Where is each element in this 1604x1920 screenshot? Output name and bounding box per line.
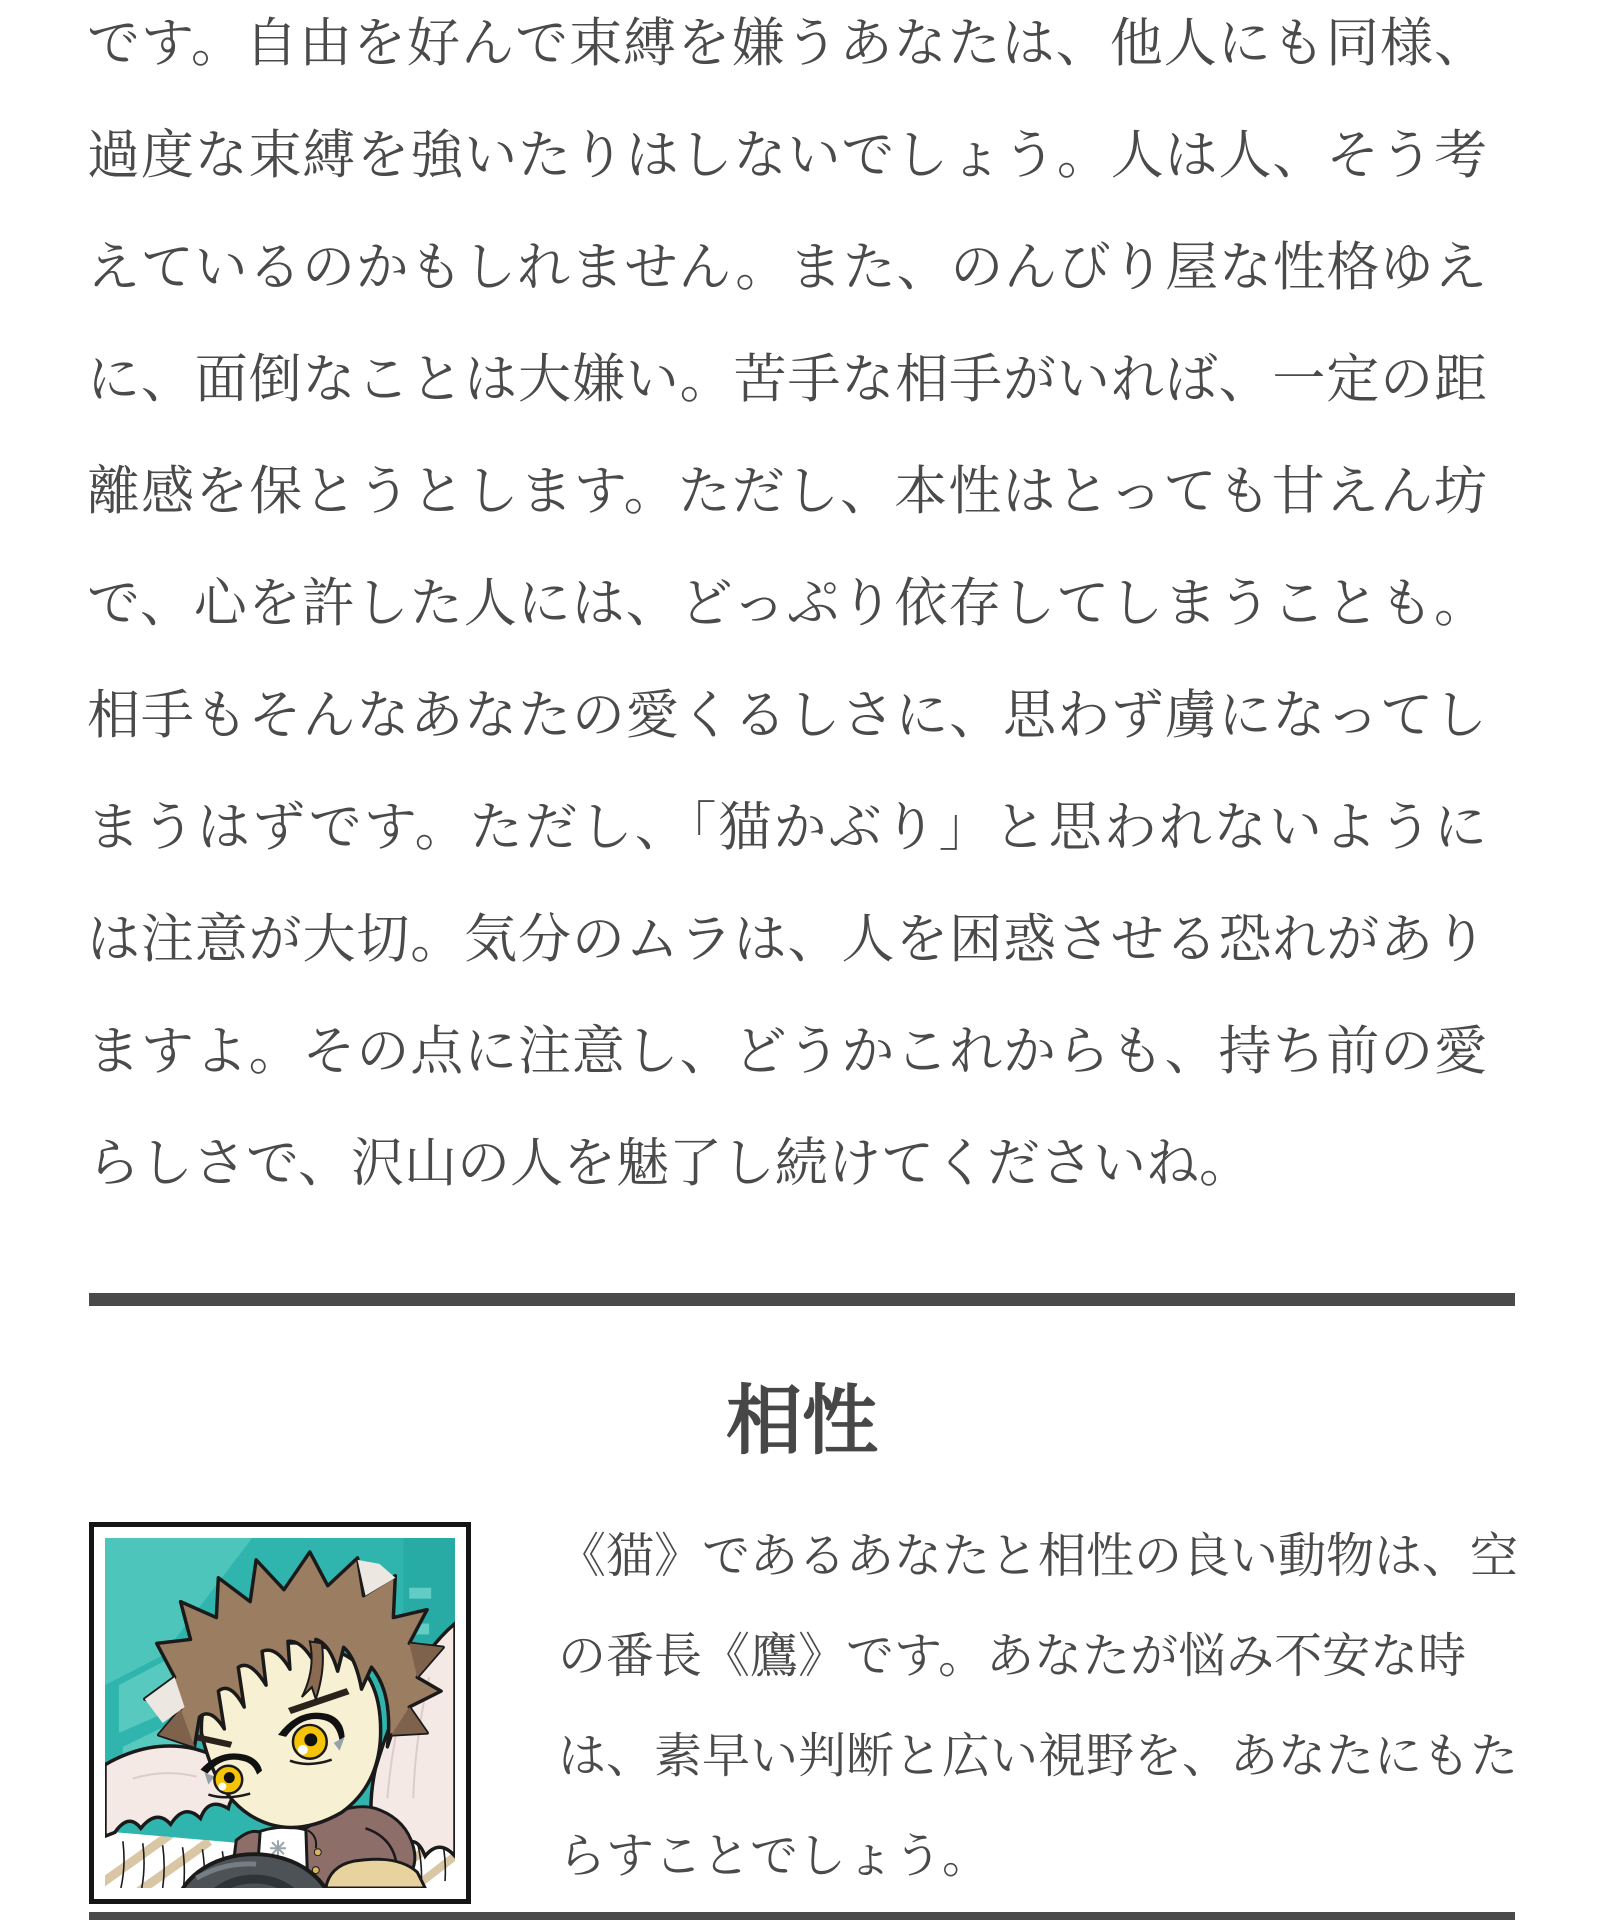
section-divider-bottom xyxy=(89,1912,1515,1920)
compatibility-paragraph: 《猫》であるあなたと相性の良い動物は、空の番長《鷹》です。あなたが悩み不安な時は、素早い判断と広い視野を、あなたにもたらすことでしょう。 xyxy=(558,1530,1519,1883)
section-divider-top xyxy=(89,1293,1515,1306)
personality-paragraph: です。自由を好んで束縛を嫌うあなたは、他人にも同様、過度な束縛を強いたりはしないでしょう。人は人、そう考えているのかもしれません。また、のんびり屋な性格ゆえに、面倒なことは大嫌い。苦手な相手がいれば、一定の距離感を保とうとします。ただし、本性はとっても甘えん坊で、心を許した人には、どっぷり依存してしまうことも。相手もそんなあなたの愛くるしさに、思わず虜になってしまうはずです。ただし、「猫かぶり」と思われないようには注意が大切。気分のムラは、人を困惑させる恐れがありますよ。その点に注意し、どうかこれからも、持ち前の愛らしさで、沢山の人を魅了し続けてくださいね。 xyxy=(87,15,1487,1193)
hawk-portrait-frame xyxy=(89,1522,471,1904)
compatibility-heading: 相性 xyxy=(726,1380,878,1464)
hawk-character-illustration xyxy=(105,1538,455,1888)
